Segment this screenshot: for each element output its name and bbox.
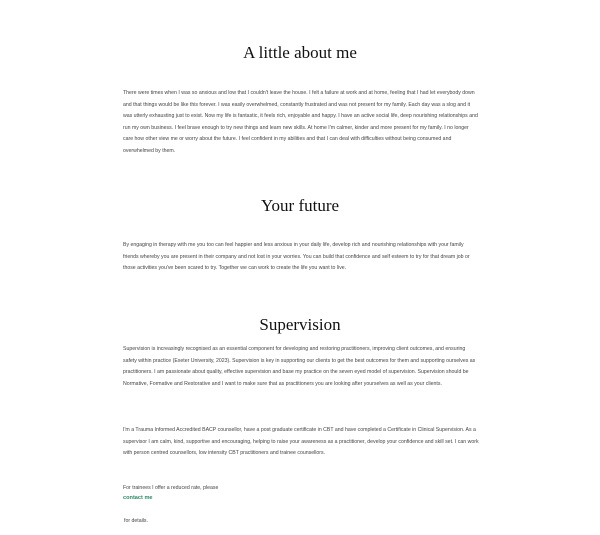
future-paragraph: By engaging in therapy with me you too can feel happier and less anxious in your daily life, develop rich and nourishing relationships with your family friends whereby you are present in their company and not lost in your worries. You can build that confidence and self esteem to try for that dream job or those activities you've been scared to try. Together we can work to create the life you want to live. (123, 242, 470, 272)
contact-me-link[interactable]: contact me (123, 495, 153, 501)
about-paragraph: There were times when I was so anxious and low that I couldn't leave the house. I felt a failure at work and at home, feeling that I had let everybody down and that things would be like this forever. I was easily overwhelmed, constantly frustrated and was not present for my family. Each day was a slog and it was utterly exhausting just to exist. Now my life is fantastic, it feels rich, enjoyable and happy. I have an active social life, deep nourishing relationships and run my own business. I feel brave enough to try new things and learn new skills. At home I'm calmer, kinder and more present for my family. I no longer care how other view me or worry about the future. I feel confident in my abilities and that I can deal with difficulties without being consumed and overwhelmed by them. (123, 90, 478, 154)
trainee-rate-text: For trainees I offer a reduced rate, please (123, 485, 219, 491)
supervision-paragraph-2: I'm a Trauma Informed Accredited BACP counsellor, have a post graduate certificate in CBT and have completed a Certificate in Clinical Supervision. As a supervisor I am calm, kind, supportive and encouraging, helping to raise your awareness as a practitioner, develop your confidence and skill set. I can work with person centred counsellors, low intensity CBT practitioners and trainee counsellors. (123, 427, 479, 457)
supervision-heading: Supervision (259, 315, 341, 334)
about-heading: A little about me (243, 43, 357, 62)
future-heading: Your future (260, 196, 340, 215)
supervision-paragraph-1: Supervision is increasingly recognised as an essential component for developing and restoring practitioners, improving client outcomes, and ensuring safety within practice (Exeter University, 2023). Supervision is key in supporting our clients to get the best outcomes for them and supporting ourselves as practitioners. I am passionate about quality, effective supervision and base my practice on the seven eyed model of supervision. Supervision should be Normative, Formative and Restorative and I want to make sure that as practitioners you are looking after yourselves as well as your clients. (123, 346, 476, 387)
details-text: for details. (124, 518, 148, 524)
